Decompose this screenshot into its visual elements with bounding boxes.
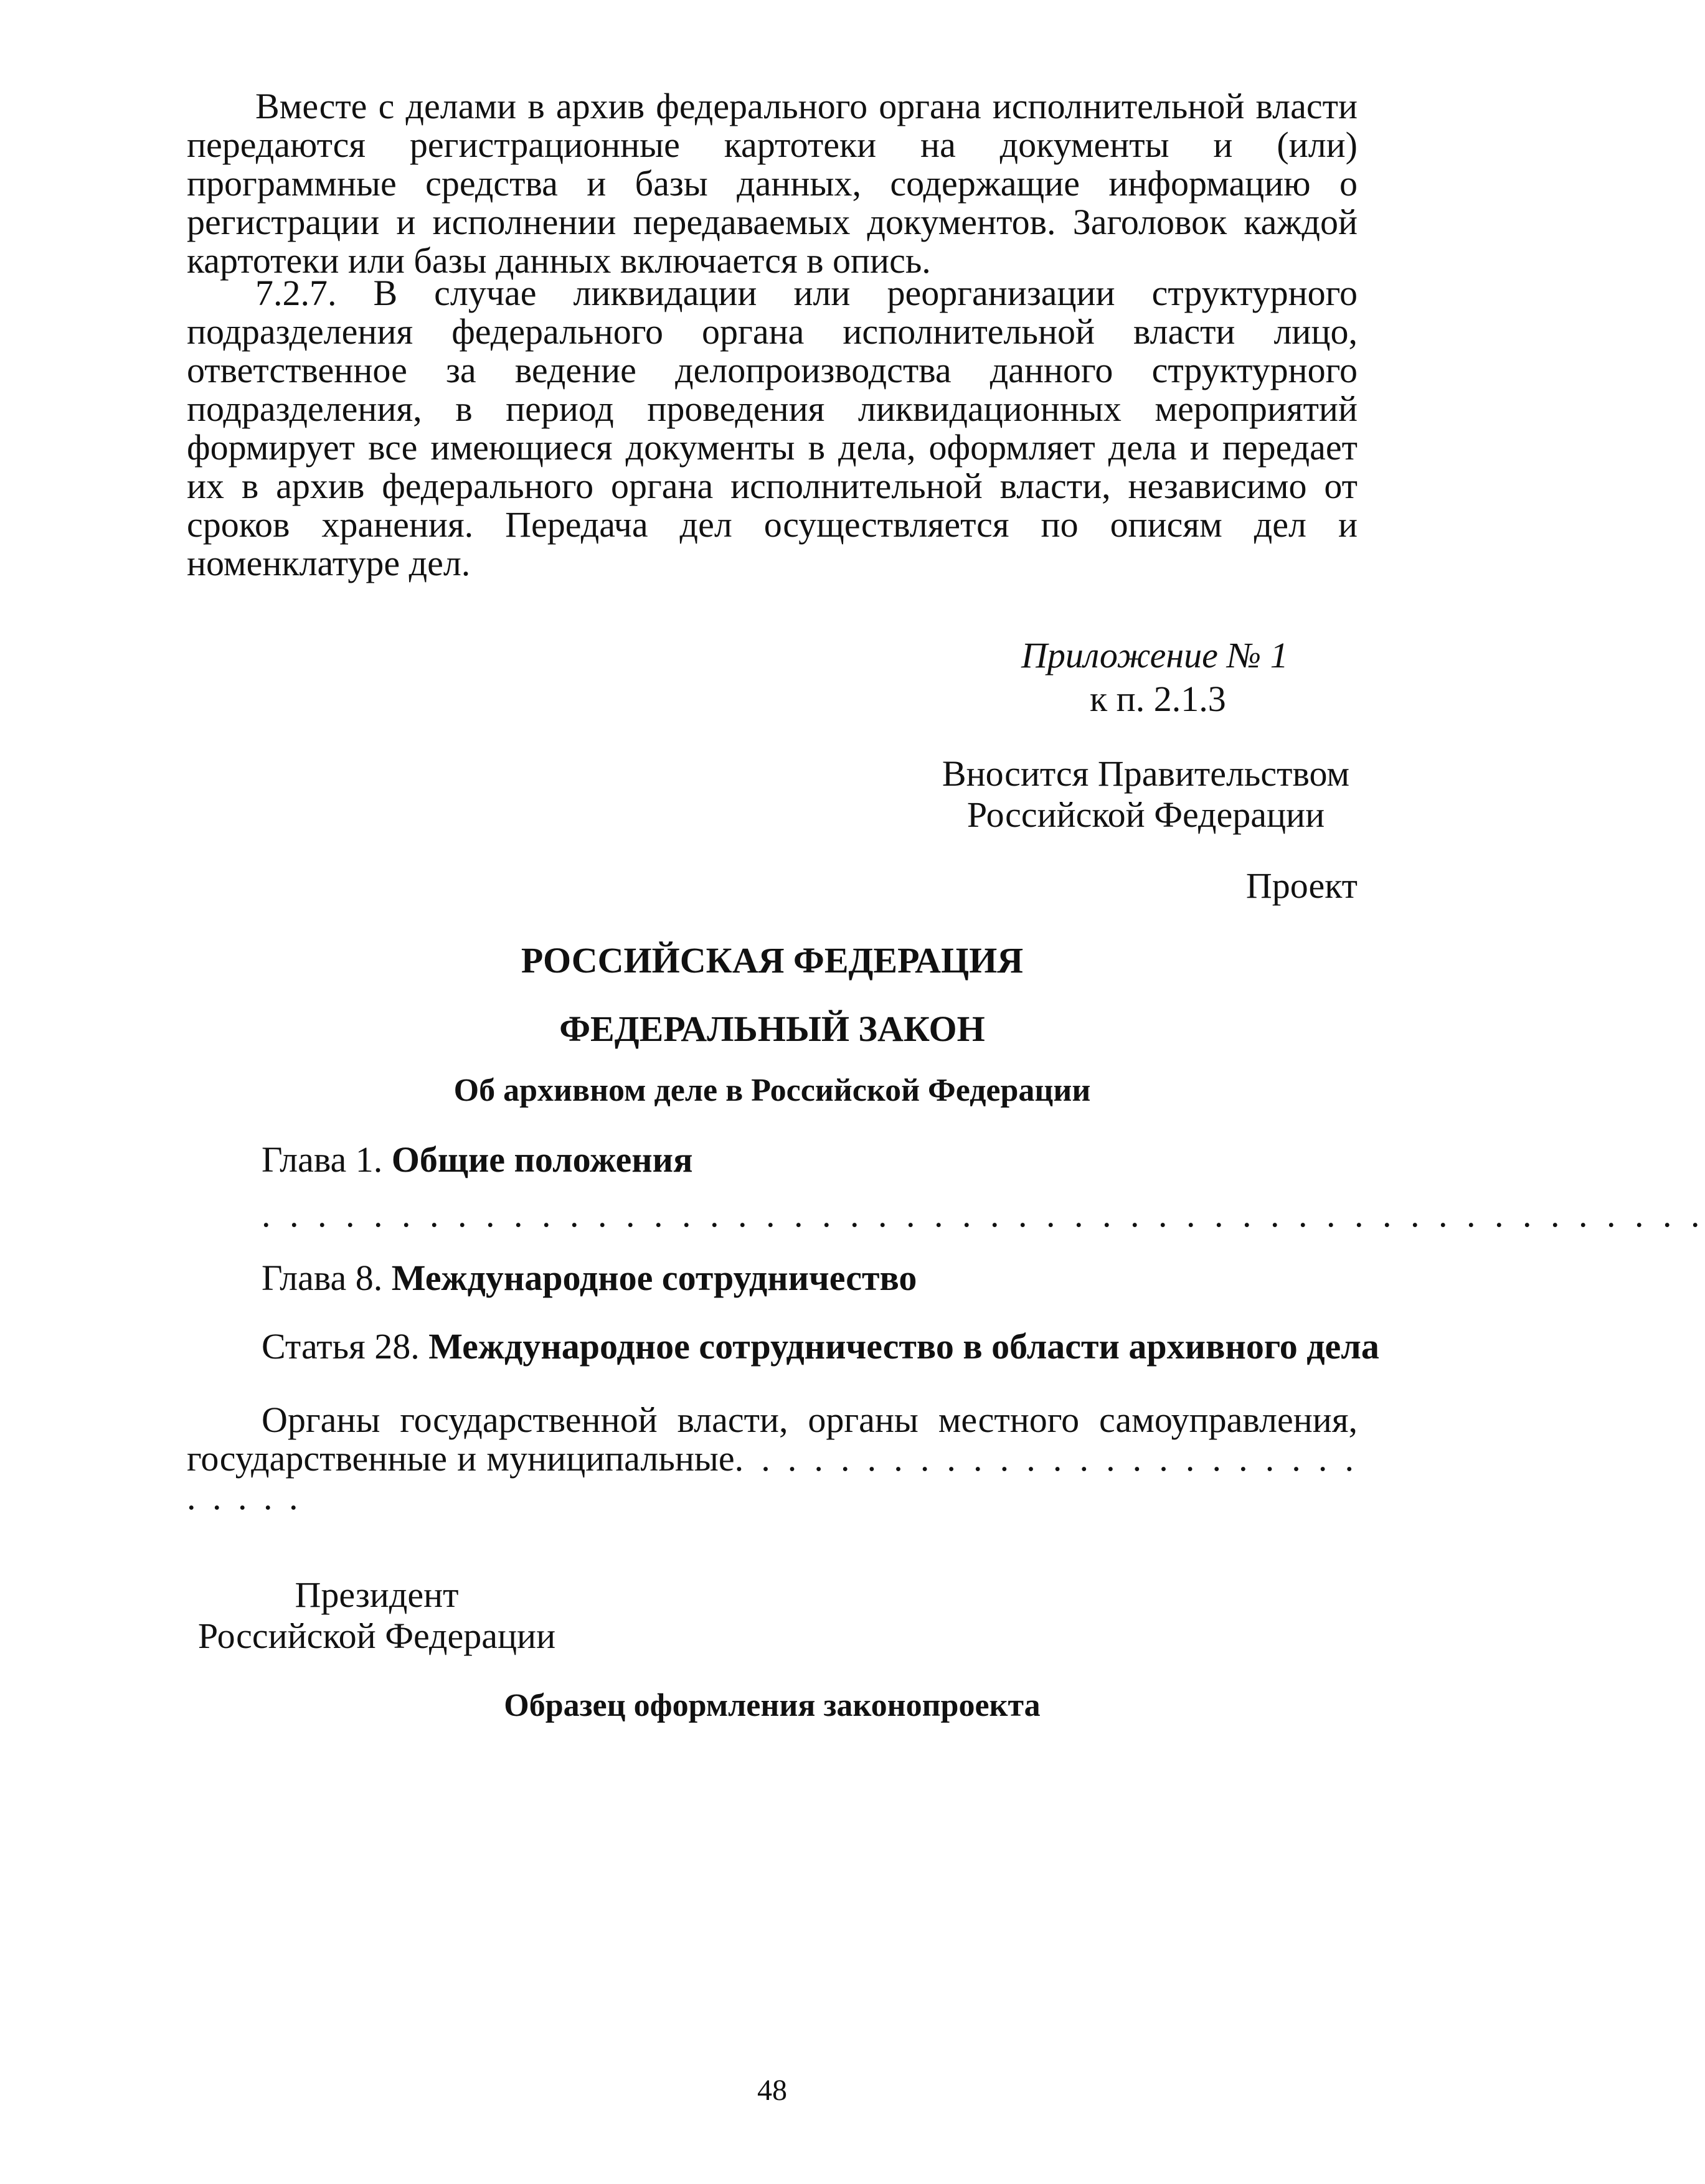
body-paragraph-2: 7.2.7. В случае ликвидации или реорганизации структурного подразделения федерального органа исполнительной власти лицо, ответственное за ведение делопроизводства данного структурного подразделения, в период проведения ликвидационных мероприятий формирует все имеющиеся документы в дела, оформляет дела и передает их в архив федерального органа исполнительной власти, независимо от сроков хранения. Передача дел осуществляется по описям дел и номенклатуре дел. (187, 273, 1358, 583)
figure-caption: Образец оформления законопроекта (504, 1688, 1041, 1723)
body-paragraph-1: Вместе с делами в архив федерального органа исполнительной власти передаются регистрационные картотеки на документы и (или) программные средства и базы данных, содержащие информацию о регистрации и исполнении передаваемых документов. Заголовок каждой картотеки или базы данных включается в опись. (187, 86, 1358, 281)
law-type-heading: ФЕДЕРАЛЬНЫЙ ЗАКОН (559, 1009, 985, 1049)
chapter-8-prefix: Глава 8. (262, 1258, 383, 1298)
signature-line-1: Президент (295, 1574, 459, 1615)
signature-line-2: Российской Федерации (197, 1616, 556, 1656)
article-28-body: Органы государственной власти, органы местного самоуправления, государственные и муниципальные (187, 1400, 1358, 1479)
document-page (187, 86, 1705, 2142)
law-title: Об архивном деле в Российской Федерации (453, 1073, 1091, 1108)
submitted-by-line-2: Российской Федерации (966, 794, 1325, 835)
chapter-1-title: Общие положения (391, 1139, 693, 1180)
article-28-prefix: Статья 28. (262, 1326, 420, 1367)
chapter-8-line (262, 1258, 917, 1299)
page-number: 48 (757, 2074, 787, 2107)
chapter-8-title: Международное сотрудничество (391, 1258, 917, 1298)
law-country-heading: РОССИЙСКАЯ ФЕДЕРАЦИЯ (521, 940, 1024, 981)
appendix-label: Приложение № 1 (1021, 635, 1288, 675)
article-28-text (187, 1400, 1358, 1517)
article-28-title: Международное сотрудничество в области архивного дела (428, 1326, 1379, 1367)
appendix-ref: к п. 2.1.3 (1090, 679, 1226, 719)
article-28-dots: . . . . . . . . . . . . . . . . . . . . . . . . . . . . . (187, 1438, 1358, 1517)
draft-label: Проект (1245, 865, 1358, 906)
omission-dots: . . . . . . . . . . . . . . . . . . . . . . . . . . . . . . . . . . . . . . . . . . . . . . . . . . . . (262, 1194, 1705, 1235)
submitted-by-line-1: Вносится Правительством (942, 753, 1350, 794)
article-28-line (262, 1326, 1379, 1367)
chapter-1-line (262, 1139, 692, 1180)
chapter-1-prefix: Глава 1. (262, 1139, 383, 1180)
